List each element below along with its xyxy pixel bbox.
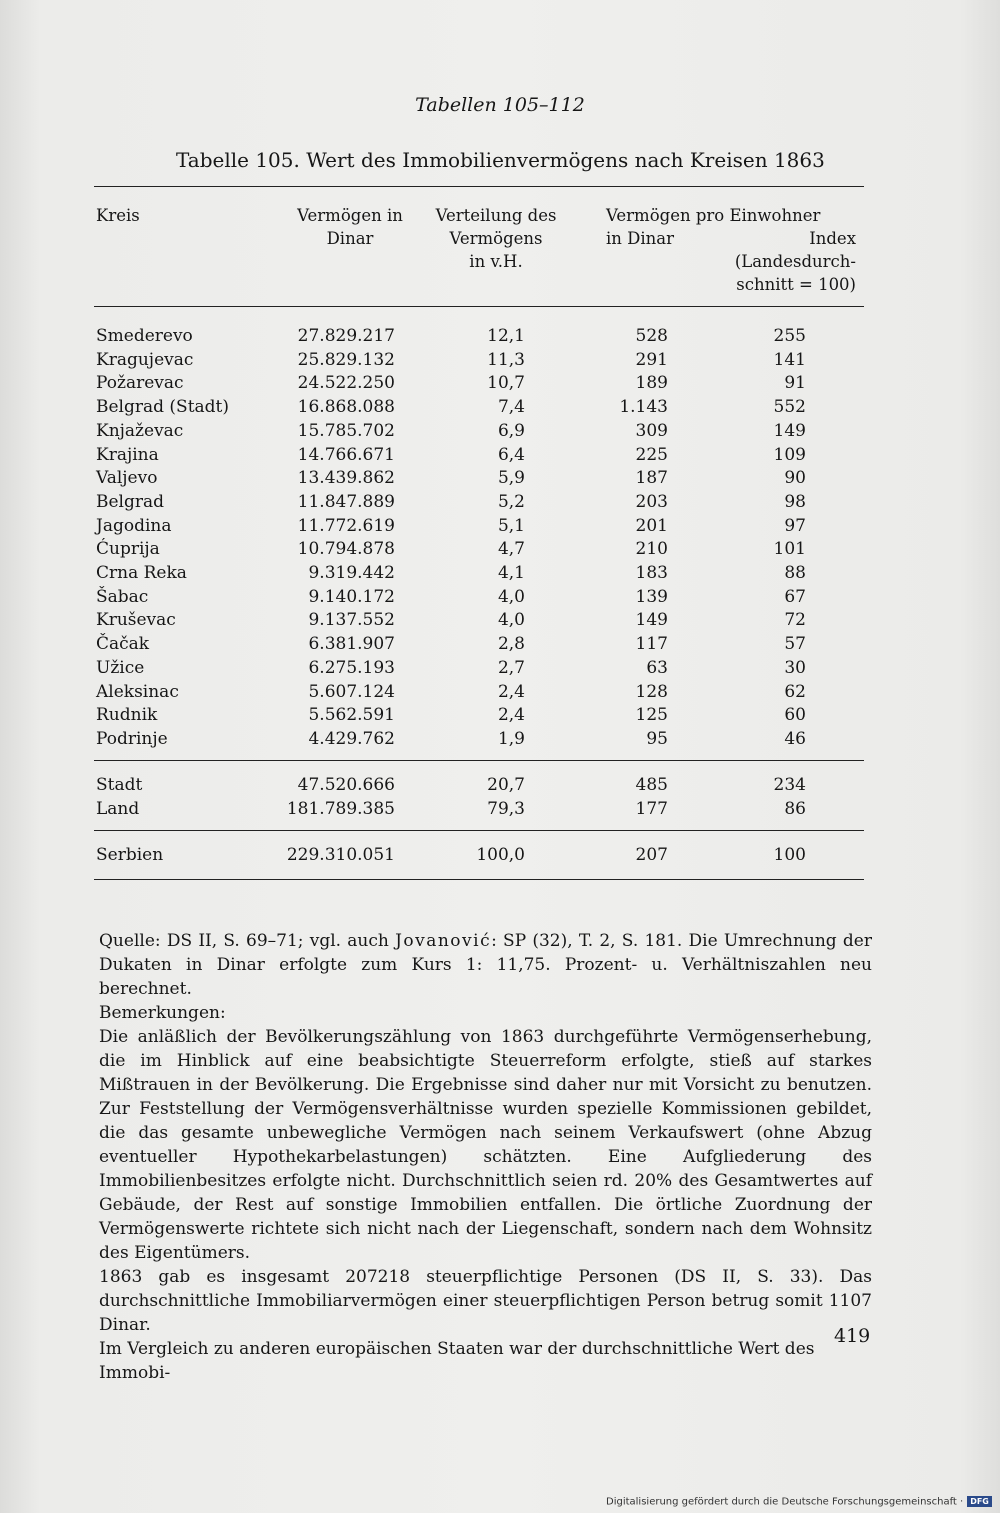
cell-pro-einwohner: 528 — [635, 326, 668, 346]
header-kreis: Kreis — [96, 206, 140, 225]
cell-index: 90 — [784, 468, 806, 489]
source-prefix: Quelle: DS II, S. 69–71; vgl. auch — [99, 931, 396, 951]
cell-vermoegen: 10.794.878 — [297, 539, 395, 560]
table-row — [0, 682, 1000, 705]
cell-kreis: Užice — [96, 657, 145, 678]
cell-vermoegen: 27.829.217 — [297, 326, 395, 346]
cell-index: 109 — [773, 444, 806, 465]
cell-kreis: Belgrad (Stadt) — [96, 397, 230, 418]
cell-index: 72 — [784, 610, 806, 631]
cell-kreis: Smederevo — [96, 326, 193, 346]
cell-vermoegen: 4.429.762 — [308, 728, 395, 749]
cell-vermoegen: 25.829.132 — [297, 349, 395, 370]
header-in-dinar: in Dinar — [606, 229, 675, 248]
cell-pro-einwohner: 309 — [635, 420, 668, 441]
running-head: Tabellen 105–112 — [415, 94, 585, 116]
subtotal-bottom-rule — [94, 830, 864, 831]
table-row — [0, 445, 1000, 468]
cell-verteilung: 11,3 — [487, 349, 525, 370]
table-row — [0, 563, 1000, 586]
remarks-heading: Bemerkungen: — [99, 1003, 226, 1023]
cell-pro-einwohner: 203 — [635, 491, 668, 512]
cell-kreis: Land — [96, 799, 140, 819]
cell-pro-einwohner: 139 — [635, 586, 668, 607]
cell-vermoegen: 24.522.250 — [297, 373, 395, 394]
cell-kreis: Stadt — [96, 775, 143, 795]
cell-verteilung: 5,9 — [497, 468, 525, 489]
header-verteilung-line1: Verteilung des — [435, 206, 557, 225]
footer-text: Digitalisierung gefördert durch die Deutsche Forschungsgemeinschaft · — [606, 1496, 964, 1508]
body-bottom-rule — [94, 760, 864, 761]
remarks-paragraph-2: 1863 gab es insgesamt 207218 steuerpflichtige Personen (DS II, S. 33). Das durchschnittliche Immobiliarvermögen einer steuerpflichtigen Person betrug somit 1107 Dinar. — [99, 1267, 872, 1335]
page-number: 419 — [834, 1325, 871, 1347]
header-index-line1: Index — [809, 229, 856, 248]
cell-kreis: Krajina — [96, 444, 159, 465]
cell-index: 98 — [784, 491, 806, 512]
cell-kreis: Čačak — [96, 634, 150, 655]
cell-index: 46 — [784, 728, 806, 749]
cell-kreis: Aleksinac — [96, 681, 179, 702]
cell-verteilung: 6,9 — [497, 420, 525, 441]
cell-vermoegen: 5.562.591 — [308, 705, 395, 726]
cell-vermoegen: 6.275.193 — [308, 657, 395, 678]
cell-verteilung: 2,4 — [497, 705, 525, 726]
cell-verteilung: 4,0 — [497, 610, 525, 631]
cell-verteilung: 79,3 — [487, 799, 525, 819]
cell-verteilung: 20,7 — [487, 775, 525, 795]
header-index-line3: schnitt = 100) — [736, 275, 856, 294]
cell-pro-einwohner: 187 — [635, 468, 668, 489]
cell-pro-einwohner: 149 — [635, 610, 668, 631]
cell-index: 141 — [773, 349, 806, 370]
cell-index: 100 — [773, 845, 806, 865]
cell-pro-einwohner: 207 — [635, 845, 668, 865]
cell-index: 149 — [773, 420, 806, 441]
cell-pro-einwohner: 95 — [646, 728, 668, 749]
cell-kreis: Crna Reka — [96, 563, 187, 583]
cell-verteilung: 1,9 — [497, 728, 525, 749]
cell-kreis: Šabac — [96, 586, 149, 607]
source-author: Jovanović — [395, 931, 492, 951]
cell-pro-einwohner: 210 — [635, 539, 668, 560]
table-row — [0, 634, 1000, 657]
header-index — [700, 227, 856, 296]
cell-vermoegen: 9.137.552 — [308, 610, 395, 631]
cell-vermoegen: 6.381.907 — [308, 634, 395, 655]
cell-pro-einwohner: 485 — [635, 775, 668, 795]
table-row — [0, 516, 1000, 539]
table-row — [0, 587, 1000, 610]
cell-vermoegen: 229.310.051 — [286, 845, 395, 865]
cell-index: 57 — [784, 634, 806, 655]
cell-vermoegen: 11.772.619 — [297, 515, 395, 536]
table-row — [0, 775, 1000, 798]
cell-index: 62 — [784, 681, 806, 702]
cell-pro-einwohner: 177 — [635, 799, 668, 819]
cell-vermoegen: 9.140.172 — [308, 586, 395, 607]
cell-kreis: Ćuprija — [96, 539, 160, 560]
cell-pro-einwohner: 1.143 — [619, 397, 668, 418]
cell-index: 88 — [784, 563, 806, 583]
table-row — [0, 610, 1000, 633]
cell-index: 30 — [784, 657, 806, 678]
header-verteilung-line2: Vermögens — [449, 229, 543, 248]
cell-pro-einwohner: 183 — [635, 563, 668, 583]
cell-index: 86 — [784, 799, 806, 819]
cell-verteilung: 6,4 — [497, 444, 525, 465]
table-row — [0, 326, 1000, 349]
cell-vermoegen: 14.766.671 — [297, 444, 395, 465]
table-notes — [99, 929, 872, 1385]
cell-index: 67 — [784, 586, 806, 607]
cell-vermoegen: 11.847.889 — [297, 491, 395, 512]
cell-kreis: Valjevo — [96, 468, 158, 489]
table-row — [0, 397, 1000, 420]
cell-pro-einwohner: 63 — [646, 657, 668, 678]
cell-vermoegen: 5.607.124 — [308, 681, 395, 702]
table-row — [0, 799, 1000, 822]
cell-verteilung: 12,1 — [487, 326, 525, 346]
table-bottom-rule — [94, 879, 864, 880]
table-row — [0, 373, 1000, 396]
table-row — [0, 421, 1000, 444]
header-vermoegen-line1: Vermögen in — [297, 206, 403, 225]
digitization-footer — [606, 1496, 992, 1508]
cell-index: 91 — [784, 373, 806, 394]
cell-verteilung: 5,2 — [497, 491, 525, 512]
table-top-rule — [94, 186, 864, 187]
cell-vermoegen: 16.868.088 — [297, 397, 395, 418]
cell-kreis: Kragujevac — [96, 349, 194, 370]
cell-index: 255 — [773, 326, 806, 346]
cell-kreis: Požarevac — [96, 373, 184, 394]
table-title: Tabelle 105. Wert des Immobilienvermögens nach Kreisen 1863 — [176, 148, 825, 172]
header-bottom-rule — [94, 306, 864, 307]
cell-vermoegen: 47.520.666 — [297, 775, 395, 795]
cell-kreis: Podrinje — [96, 728, 168, 749]
cell-vermoegen: 13.439.862 — [297, 468, 395, 489]
cell-verteilung: 2,4 — [497, 681, 525, 702]
cell-pro-einwohner: 117 — [635, 634, 668, 655]
source-suffix: : SP (32), T. 2, S. 181. Die Umrechnung der Dukaten in Dinar erfolgte zum Kurs 1: 11,75. Prozent- u. Verhältniszahlen neu berechnet. — [99, 931, 872, 999]
table-row — [0, 350, 1000, 373]
cell-kreis: Knjaževac — [96, 420, 184, 441]
cell-pro-einwohner: 128 — [635, 681, 668, 702]
cell-verteilung: 5,1 — [497, 515, 525, 536]
table-row — [0, 705, 1000, 728]
cell-verteilung: 7,4 — [497, 397, 525, 418]
cell-index: 97 — [784, 515, 806, 536]
source-note — [99, 929, 872, 1001]
header-vermoegen — [292, 204, 408, 250]
table-row — [0, 539, 1000, 562]
cell-verteilung: 2,8 — [497, 634, 525, 655]
cell-index: 60 — [784, 705, 806, 726]
cell-kreis: Jagodina — [96, 515, 172, 536]
cell-index: 552 — [773, 397, 806, 418]
cell-index: 101 — [773, 539, 806, 560]
cell-verteilung: 10,7 — [487, 373, 525, 394]
table-row — [0, 492, 1000, 515]
remarks-paragraph-1: Die anläßlich der Bevölkerungszählung von 1863 durchgeführte Vermögenserhebung, die im Hinblick auf eine beabsichtigte Steuerreform erfolgte, stieß auf starkes Mißtrauen in der Bevölkerung. Die Ergebnisse sind daher nur mit Vorsicht zu benutzen. Zur Feststellung der Vermögensverhältnisse wurden spezielle Kommissionen gebildet, die das gesamte unbewegliche Vermögen nach seinem Verkaufswert (ohne Abzug eventueller Hypothekarbelastungen) schätzten. Eine Aufgliederung des Immobilienbesitzes erfolgte nicht. Durchschnittlich seien rd. 20% des Gesamtwertes auf Gebäude, der Rest auf sonstige Immobilien entfallen. Die örtliche Zuordnung der Vermögenswerte richtete sich nicht nach der Liegenschaft, sondern nach dem Wohnsitz des Eigentümers. — [99, 1027, 872, 1263]
header-index-line2: (Landesdurch- — [734, 252, 856, 271]
table-row — [0, 468, 1000, 491]
cell-pro-einwohner: 189 — [635, 373, 668, 394]
header-verteilung-line3: in v.H. — [469, 252, 523, 271]
cell-pro-einwohner: 291 — [635, 349, 668, 370]
cell-vermoegen: 181.789.385 — [286, 799, 395, 819]
cell-pro-einwohner: 201 — [635, 515, 668, 536]
table-row — [0, 658, 1000, 681]
header-pro-einwohner: Vermögen pro Einwohner — [606, 206, 821, 225]
cell-pro-einwohner: 125 — [635, 705, 668, 726]
remarks-paragraph-3: Im Vergleich zu anderen europäischen Staaten war der durchschnittliche Wert des Immobi- — [99, 1339, 815, 1383]
cell-verteilung: 4,1 — [497, 563, 525, 583]
header-verteilung — [430, 204, 562, 273]
cell-kreis: Kruševac — [96, 610, 176, 631]
cell-kreis: Rudnik — [96, 705, 158, 726]
cell-vermoegen: 15.785.702 — [297, 420, 395, 441]
cell-verteilung: 2,7 — [497, 657, 525, 678]
cell-verteilung: 4,0 — [497, 586, 525, 607]
cell-vermoegen: 9.319.442 — [308, 563, 395, 583]
table-row-total — [0, 845, 1000, 868]
cell-verteilung: 4,7 — [497, 539, 525, 560]
header-vermoegen-line2: Dinar — [326, 229, 374, 248]
cell-pro-einwohner: 225 — [635, 444, 668, 465]
cell-verteilung: 100,0 — [476, 845, 525, 865]
cell-kreis: Belgrad — [96, 491, 165, 512]
cell-kreis: Serbien — [96, 845, 164, 865]
cell-index: 234 — [773, 775, 806, 795]
dfg-logo: DFG — [967, 1496, 992, 1507]
table-row — [0, 729, 1000, 752]
